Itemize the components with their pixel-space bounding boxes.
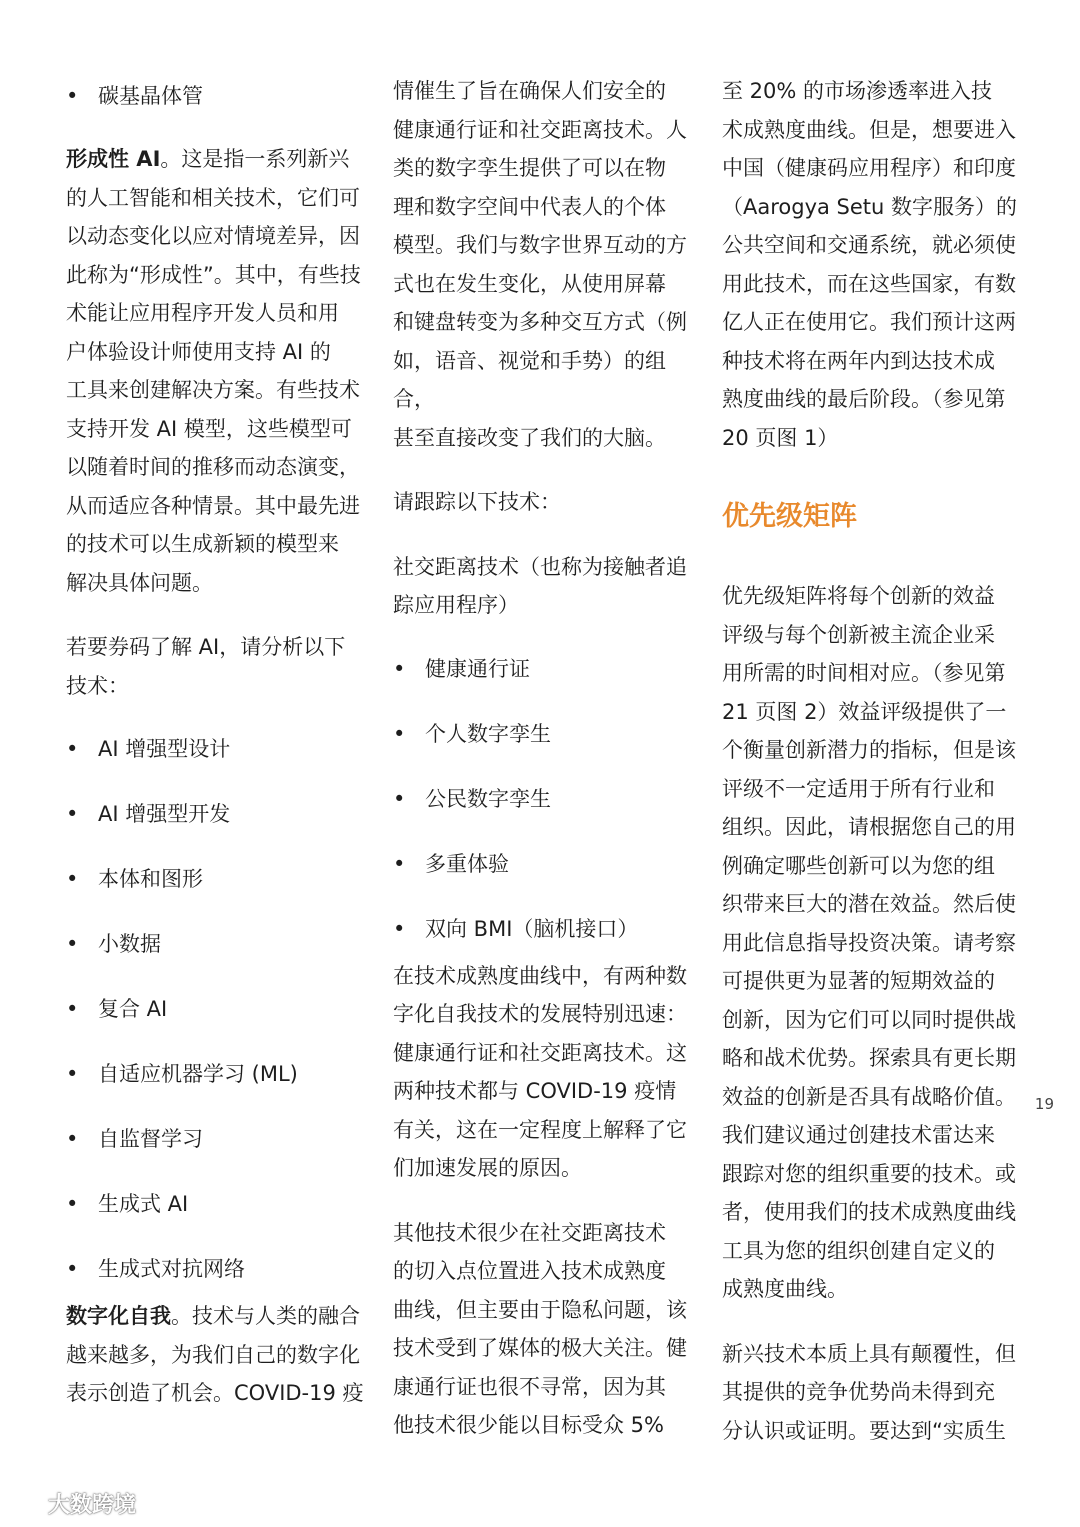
bullet-list-top	[66, 72, 366, 120]
bullet-dot: •	[66, 932, 79, 956]
bullet-dot: •	[393, 656, 406, 681]
list-item-text: 本体和图形	[98, 867, 203, 891]
list-item-text: AI 增强型开发	[98, 802, 231, 826]
bullet-dot: •	[66, 1062, 79, 1086]
list-item	[393, 645, 693, 710]
bullet-dot: •	[393, 721, 406, 746]
paragraph-market-penetration: 至 20% 的市场渗透率进入技 术成熟度曲线。但是，想要进入 中国（健康码应用程序）和印度 （Aarogya Setu 数字服务）的 公共空间和交通系统，就必须使 用此技术，而在这些国家，有数 亿人正在使用它。我们预计这两 种技术将在两年内到达技术成 熟度曲线的最后阶段。（参见第 20 页图 1）	[722, 79, 1018, 450]
bullet-dot: •	[66, 737, 79, 761]
watermark-text: 大数跨境	[48, 1493, 137, 1518]
bullet-dot: •	[393, 916, 406, 941]
list-item	[393, 775, 693, 840]
list-item-text: 小数据	[98, 932, 161, 956]
watermark-logo-icon	[8, 1493, 42, 1515]
list-item	[66, 1180, 366, 1245]
paragraph-social-distancing: 社交距离技术（也称为接触者追 踪应用程序）	[393, 554, 687, 617]
column-right	[722, 72, 1022, 1450]
paragraph-priority-matrix: 优先级矩阵将每个创新的效益 评级与每个创新被主流企业采 用所需的时间相对应。（参见第 21 页图 2）效益评级提供了一 个衡量创新潜力的指标，但是该 评级不一定适用于所有行业和 组织。因此，请根据您自己的用 例确定哪些创新可以为您的组 织带来巨大的潜在效益。然后使 用此信息指导投资决策。请考察 可提供更为显著的短期效益的 创新，因为它们可以同时提供战 略和战术优势。探索具有更长期 效益的创新是否具有战略价值。 我们建议通过创建技术雷达来 跟踪对您的组织重要的技术。或 者，使用我们的技术成熟度曲线 工具为您的组织创建自定义的 成熟度曲线。	[722, 584, 1016, 1301]
term-digital-self: 数字化自我	[66, 1304, 171, 1328]
list-item-text: 健康通行证	[425, 656, 530, 681]
list-item-text: 碳基晶体管	[98, 84, 203, 108]
paragraph-formative-ai	[66, 140, 366, 602]
list-item-text: 生成式对抗网络	[98, 1257, 245, 1281]
paragraph-other-tech: 其他技术很少在社交距离技术 的切入点位置进入技术成熟度 曲线，但主要由于隐私问题，该 技术受到了媒体的极大关注。健 康通行证也很不寻常，因为其 他技术很少能以目标受众 5%	[393, 1220, 687, 1437]
paragraph-digital-self	[66, 1297, 366, 1413]
paragraph-ai-intro: 若要券码了解 AI，请分析以下 技术：	[66, 635, 346, 698]
bullet-dot: •	[393, 786, 406, 811]
list-item-text: 双向 BMI（脑机接口）	[425, 916, 639, 941]
column-middle	[393, 72, 693, 1445]
watermark	[8, 1488, 136, 1519]
list-item	[393, 710, 693, 775]
paragraph-text: 。这是指一系列新兴 的人工智能和相关技术，它们可 以动态变化以应对情境差异，因 此称为“形成性”。其中，有些技 术能让应用程序开发人员和用 户体验设计师使用支持 AI 的 工具来创建解决方案。有些技术 支持开发 AI 模型，这些模型可 以随着时间的推移而动态演变， 从而适应各种情景。其中最先进 的技术可以生成新颖的模型来 解决具体问题。	[66, 147, 361, 595]
term-formative-ai: 形成性 AI	[66, 147, 161, 171]
list-item	[393, 905, 693, 957]
list-item	[66, 1050, 366, 1115]
list-item-text: 生成式 AI	[98, 1192, 189, 1216]
list-item	[66, 790, 366, 855]
paragraph-track-intro: 请跟踪以下技术：	[393, 490, 561, 514]
list-item-text: 个人数字孪生	[425, 721, 551, 746]
list-item	[66, 72, 366, 120]
list-item-text: 公民数字孪生	[425, 786, 551, 811]
bullet-list-ai	[66, 725, 366, 1297]
list-item-text: AI 增强型设计	[98, 737, 231, 761]
bullet-dot: •	[66, 1127, 79, 1151]
list-item	[66, 920, 366, 985]
list-item-text: 自监督学习	[98, 1127, 203, 1151]
paragraph-emerging-tech: 新兴技术本质上具有颠覆性，但 其提供的竞争优势尚未得到充 分认识或证明。要达到“实质生	[722, 1341, 1016, 1443]
list-item	[393, 840, 693, 905]
list-item-text: 自适应机器学习 (ML)	[98, 1062, 298, 1086]
bullet-dot: •	[66, 84, 79, 108]
list-item	[66, 725, 366, 790]
bullet-dot: •	[66, 867, 79, 891]
list-item	[66, 1245, 366, 1297]
list-item	[66, 1115, 366, 1180]
list-item-text: 复合 AI	[98, 997, 168, 1021]
column-left	[66, 72, 366, 1413]
bullet-dot: •	[66, 1257, 79, 1281]
list-item	[66, 855, 366, 920]
bullet-dot: •	[393, 851, 406, 876]
paragraph-hype-cycle: 在技术成熟度曲线中，有两种数 字化自我技术的发展特别迅速： 健康通行证和社交距离技术。这 两种技术都与 COVID-19 疫情 有关，这在一定程度上解释了它 们加速发展的原因。	[393, 963, 687, 1180]
paragraph-text: 。技术与人类的融合 越来越多，为我们自己的数字化 表示创造了机会。COVID-19 疫	[66, 1304, 364, 1405]
bullet-dot: •	[66, 997, 79, 1021]
bullet-dot: •	[66, 802, 79, 826]
section-heading-priority-matrix: 优先级矩阵	[722, 501, 857, 532]
list-item	[66, 985, 366, 1050]
paragraph-covid-continued: 情催生了旨在确保人们安全的 健康通行证和社交距离技术。人 类的数字孪生提供了可以在物 理和数字空间中代表人的个体 模型。我们与数字世界互动的方 式也在发生变化，从使用屏幕 和键盘转变为多种交互方式（例 如，语音、视觉和手势）的组合， 甚至直接改变了我们的大脑。	[393, 79, 687, 450]
list-item-text: 多重体验	[425, 851, 509, 876]
bullet-dot: •	[66, 1192, 79, 1216]
bullet-list-digital-self	[393, 645, 693, 957]
page-number: 19	[1034, 1095, 1054, 1113]
